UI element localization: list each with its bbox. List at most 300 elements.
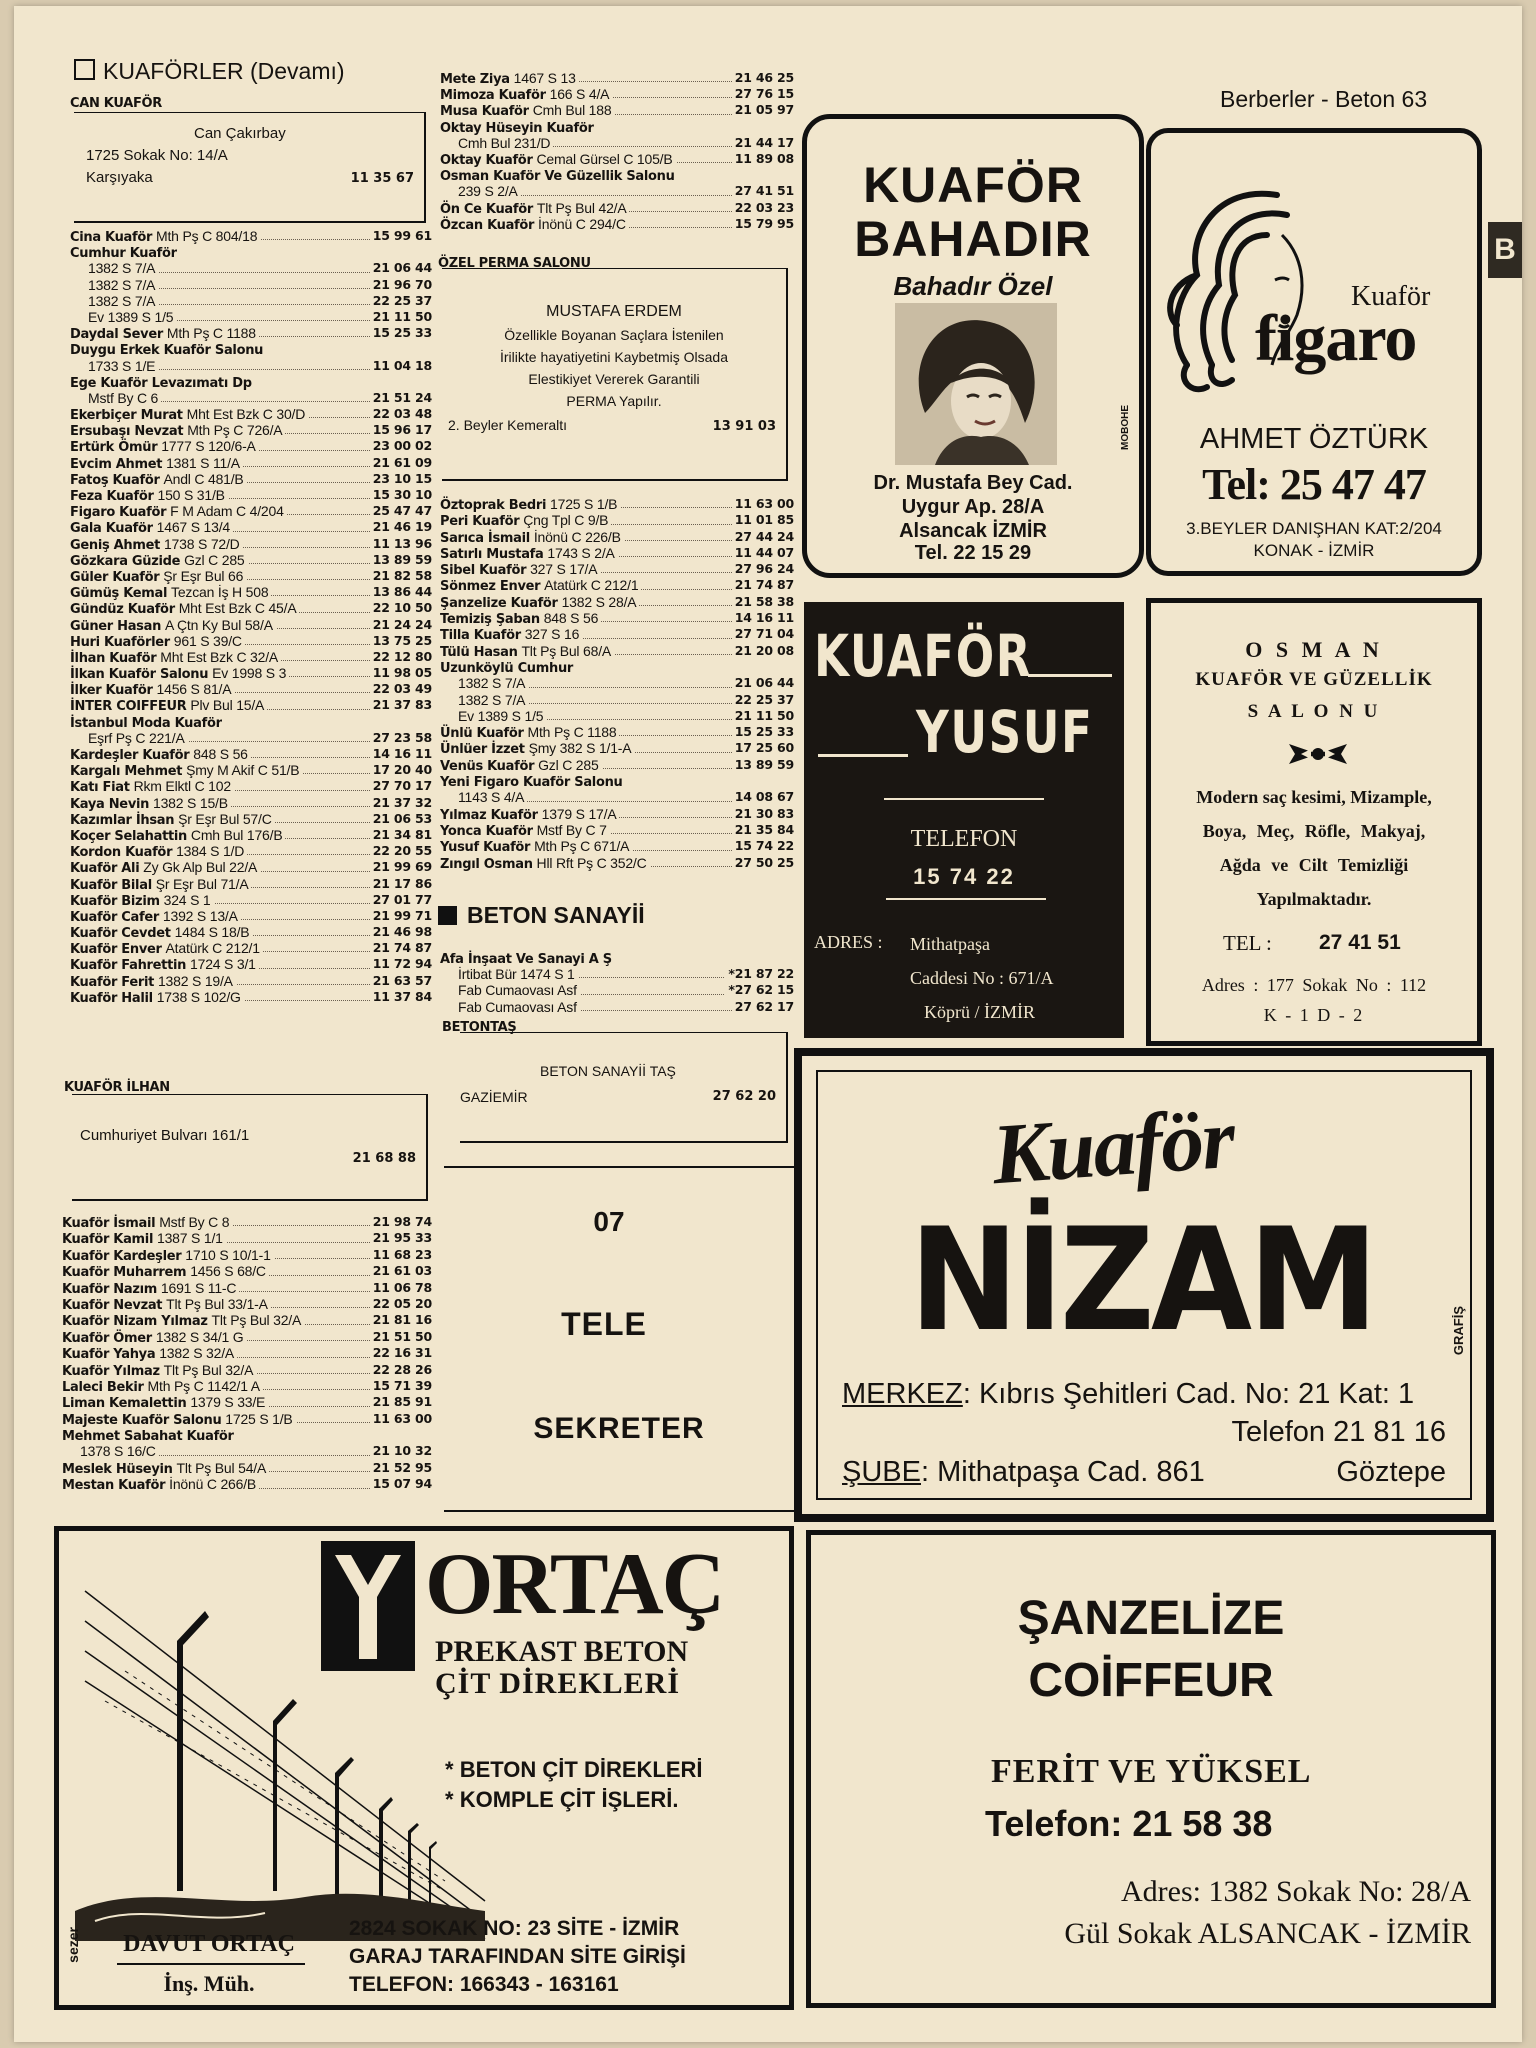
ortac-person-rule [117,1963,305,1965]
listing-text [70,471,247,487]
ad-kuafor-nizam [794,1048,1494,1522]
listing-name: İstanbul Moda Kuaför [70,715,222,730]
listing-address: Cmh Bul 188 [532,102,612,119]
listing-text [70,600,299,616]
listing-address: Mstf By C 7 [536,821,607,838]
listing-name: Peri Kuaför [440,514,520,529]
listing-row [440,999,794,1015]
listing-name: Mehmet Sabahat Kuaför [62,1429,234,1444]
listing-name: Kuaför Kamil [62,1232,154,1247]
kuafor-ilhan-heading: KUAFÖR İLHAN [64,1080,170,1095]
nizam-telefon: Telefon 21 81 16 [1231,1416,1446,1448]
listing-phone: 13 89 59 [370,552,432,568]
listing-row [62,1460,432,1476]
section-title-beton: BETON SANAYİİ [438,902,645,929]
listing-name: Majeste Kuaför Salonu [62,1412,222,1428]
ortac-person-title: İnş. Müh. [163,1971,255,1996]
listing-row [62,1394,432,1410]
listing-address: 848 S 56 [193,746,248,762]
listing-name: Laleci Bekir [62,1379,144,1395]
listing-address: 1382 S 34/1 G [155,1328,244,1345]
listing-phone: 14 16 11 [732,610,794,626]
listing-phone: 27 70 17 [370,778,432,794]
listing-row [70,665,432,681]
perma-box [442,268,788,481]
listing-text [440,594,639,610]
listing-address: 1484 S 18/B [174,924,250,941]
listing-name: Fatoş Kuaför [70,472,160,487]
listing-text [70,293,158,309]
nizam-side-credit: GRAFİŞ [1451,1306,1466,1356]
listing-address: 1456 S 81/A [156,681,232,698]
listing-phone: 22 03 48 [370,406,432,422]
ad-sanzelize-coiffeur [806,1530,1496,2008]
listing-phone: 22 25 37 [732,692,794,708]
listing-name: Ekerbiçer Murat [70,408,183,423]
listing-name: Mimoza Kuaför [440,88,546,103]
listing-phone: 13 86 44 [370,584,432,600]
listing-row [70,876,432,892]
listing-phone: 21 99 71 [370,908,432,924]
listing-row [440,512,794,528]
listing-address: İnönü C 294/C [538,215,626,232]
listing-name: Kuaför Nazım [62,1281,158,1296]
listing-row [440,773,794,789]
tele-ad-word2: SEKRETER [533,1412,705,1445]
listing-phone: 15 99 61 [370,228,432,244]
listing-row [70,892,432,908]
listing-row [70,455,432,471]
listing-phone: 21 34 81 [370,827,432,843]
listing-name: Oktay Hüseyin Kuaför [440,120,594,135]
listing-address: Fab Cumaovası Asf [458,982,577,999]
listing-address: 1382 S 7/A [88,260,156,277]
listing-phone: 23 10 15 [370,471,432,487]
listing-row [440,724,794,740]
listing-name: Osman Kuaför Ve Güzellik Salonu [440,169,675,184]
listing-name: Uzunköylü Cumhur [440,660,574,676]
listing-phone: 21 96 70 [370,277,432,293]
listing-text [440,135,553,151]
bahadir-title-2: BAHADIR [854,211,1092,267]
listing-text [440,966,578,982]
listing-row [70,989,432,1005]
bahadir-addr-1: Dr. Mustafa Bey Cad. [873,472,1073,494]
listing-address: 327 S 16 [524,626,580,643]
listing-text [62,1214,232,1230]
listing-name: Kuaför Nevzat [62,1297,163,1313]
listing-name: Kaya Nevin [70,796,150,811]
yusuf-title-2: YUSUF [916,698,1094,766]
listing-text [440,806,619,822]
listing-phone: 21 10 32 [370,1443,432,1459]
listing-text [440,708,546,724]
osman-desc-2: Boya, Meç, Röfle, Makyaj, [1202,821,1426,841]
listing-name: Feza Kuaför [70,489,154,504]
listing-address: 1384 S 1/D [176,843,245,860]
listing-address: 1467 S 13 [513,70,576,86]
listing-address: Tlt Pş Bul 42/A [536,199,627,216]
listing-text [70,697,267,713]
yusuf-addr-3: Köprü / İZMİR [924,1002,1035,1022]
listing-phone: 21 85 91 [370,1394,432,1410]
perma-line-1: Özellikle Boyanan Saçlara İstenilen [504,327,724,343]
listing-name: Yeni Figaro Kuaför Salonu [440,775,623,790]
listing-address: Şr Eşr Bul 71/A [155,875,249,892]
can-kuafor-heading: CAN KUAFÖR [70,96,163,111]
listing-text [440,822,610,838]
listing-name: Kuaför Muharrem [62,1265,187,1280]
listing-phone: 21 99 69 [370,859,432,875]
listing-row [70,260,432,276]
listing-name: Kuaför Yılmaz [62,1363,160,1378]
listing-text [70,811,275,827]
listing-address: 1381 S 11/A [166,454,240,471]
listing-row [70,681,432,697]
listing-text [70,584,271,600]
listing-text [70,374,255,390]
listing-name: Evcim Ahmet [70,456,163,471]
listing-text [62,1296,271,1312]
betontas-box [460,1032,788,1143]
listing-name: İNTER COIFFEUR [70,699,187,714]
perma-line-2: İrilikte hayatiyetini Kaybetmiş Olsada [500,349,728,365]
listing-address: 1382 S 19/A [157,972,233,989]
listing-name: Cina Kuaför [70,230,153,245]
asterisk-bullet-icon: * [445,1757,460,1782]
listing-row [70,649,432,665]
listing-phone: 21 24 24 [370,617,432,633]
listing-text [440,757,602,773]
listing-name: Ege Kuaför Levazımatı Dp [70,375,252,390]
listing-name: Gözkara Güzide [70,553,181,568]
bahadir-subtitle: Bahadır Özel [893,271,1053,301]
listing-address: İrtibat Bür 1474 S 1 [458,966,575,983]
listing-name: Mestan Kuaför [62,1478,166,1493]
listing-row [70,859,432,875]
listing-row [440,529,794,545]
listing-name: Duygu Erkek Kuaför Salonu [70,343,264,358]
listing-phone: 14 08 67 [732,789,794,805]
listing-row [440,692,794,708]
betontas-heading: BETONTAŞ [442,1020,517,1035]
listing-address: Şr Eşr Bul 66 [163,567,244,584]
listing-phone: 21 06 53 [370,811,432,827]
listing-phone: 21 44 17 [732,135,794,151]
ortac-brand: ORTAÇ [425,1536,724,1633]
listing-text [440,529,624,545]
listing-text [70,277,158,293]
listing-address: Mstf By C 8 [159,1214,230,1230]
listing-text [70,762,302,778]
listing-row [440,757,794,773]
listing-name: Güler Kuaför [70,569,160,585]
listing-address: Tezcan İş H 508 [171,584,269,601]
listing-name: Venüs Kuaför [440,758,535,774]
listing-address: Cmh Bul 176/B [190,826,283,843]
listing-text [70,568,246,584]
listing-address: Ev 1998 S 3 [212,665,287,682]
listing-row [440,86,794,102]
bahadir-side-credit: MOBOHE [1120,405,1131,450]
listing-row [70,438,432,454]
bahadir-addr-3: Alsancak İZMİR [899,520,1047,542]
listing-row [70,697,432,713]
listing-name: Kuaför Nizam Yılmaz [62,1314,208,1329]
osman-tel-label: TEL : [1223,931,1272,955]
listing-row [70,293,432,309]
listing-row [70,536,432,552]
listing-text [70,795,231,811]
listing-address: Mth Pş C 1142/1 A [147,1377,260,1394]
listing-name: Koçer Selahattin [70,828,188,844]
listing-address: Hll Rft Pş C 352/C [536,854,647,871]
nizam-sube-addr: : Mithatpaşa Cad. 861 [920,1456,1205,1488]
listing-name: Kuaför Yahya [62,1347,156,1362]
listing-text [70,714,225,730]
yusuf-divider [884,798,1044,800]
listing-phone: 15 25 33 [370,325,432,341]
listing-row [440,594,794,610]
listing-row [440,643,794,659]
listing-address: Ev 1389 S 1/5 [88,308,174,325]
listing-name: Oktay Kuaför [440,152,533,168]
listing-name: İlhan Kuaför [70,650,157,666]
listing-address: 1382 S 15/B [153,794,228,811]
listing-row [70,552,432,568]
listing-phone: 11 01 85 [732,512,794,528]
listing-row [70,956,432,972]
listing-phone: 11 63 00 [732,496,794,512]
listing-text [440,838,632,854]
yusuf-addr-label: ADRES : [814,932,883,952]
perma-addr: 2. Beyler Kemeraltı [448,417,568,433]
listing-text [70,956,259,972]
figaro-owner: AHMET ÖZTÜRK [1199,423,1429,455]
yusuf-tel: 15 74 22 [913,864,1015,889]
listing-name: Kuaför Cafer [70,909,159,925]
listing-address: 1382 S 28/A [561,593,637,610]
listing-phone: 21 11 50 [370,309,432,325]
listing-address: 1379 S 17/A [541,805,617,822]
listing-text [440,151,676,167]
listing-name: Şanzelize Kuaför [440,595,558,611]
osman-desc-1: Modern saç kesimi, Mizample, [1196,787,1432,807]
osman-line-2: KUAFÖR VE GÜZELLİK [1195,669,1433,690]
listing-phone: 22 05 20 [370,1296,432,1312]
yusuf-title-1: KUAFÖR [814,622,1033,690]
listing-address: Mth Pş C 1188 [527,724,617,741]
listing-text [70,552,248,568]
tele-ad-top-rule [444,1166,794,1168]
listing-row [70,600,432,616]
listing-phone: 14 16 11 [370,746,432,762]
sanzelize-line-3: FERİT VE YÜKSEL [991,1753,1312,1790]
listing-address: 1382 S 32/A [159,1345,235,1362]
sanzelize-line-2: COİFFEUR [1028,1654,1274,1707]
listing-row [440,545,794,561]
listing-name: Daydal Sever [70,327,163,342]
listing-text [440,724,619,740]
listing-phone: 21 17 86 [370,876,432,892]
ortac-addr-2: GARAJ TARAFINDAN SİTE GİRİŞİ [349,1945,686,1968]
ad-kuafor-figaro [1146,128,1482,576]
ortac-addr-1: 2824 SOKAK NO: 23 SİTE - İZMİR [349,1917,680,1940]
listing-text [70,422,285,438]
listing-text [70,487,228,503]
listing-name: İlkan Kuaför Salonu [70,667,209,682]
listing-text [70,827,285,843]
listing-phone: 21 46 25 [732,70,794,86]
thumb-index-tab: B [1488,222,1522,278]
listing-address: 961 S 39/C [173,632,242,649]
listing-address: 1733 S 1/E [88,357,156,374]
listing-text [70,309,176,325]
listing-text [70,859,260,875]
listing-row [70,358,432,374]
listing-row [70,406,432,422]
listing-address: 1382 S 7/A [458,691,526,708]
listing-phone: 27 76 15 [732,86,794,102]
yusuf-rule-2 [818,754,908,757]
listing-text [70,924,252,940]
listing-text [62,1230,226,1246]
listing-address: Mht Est Bzk C 30/D [186,406,306,423]
listing-row [70,341,432,357]
listing-phone: 27 41 51 [732,183,794,199]
listing-name: Gündüz Kuaför [70,602,175,617]
listing-text [440,659,576,675]
listing-text [440,545,618,561]
listing-text [70,973,236,989]
listing-address: 150 S 31/B [157,487,225,503]
listing-row [70,714,432,730]
figaro-addr-2: KONAK - İZMİR [1253,541,1375,560]
listing-text [440,86,612,102]
listing-text [70,876,251,892]
listing-name: Özcan Kuaför [440,217,535,232]
listing-name: Kuaför Ali [70,861,140,876]
listing-row [440,151,794,167]
betontas-addr: GAZİEMİR [460,1089,528,1105]
osman-line-1: O S M A N [1245,637,1383,662]
listing-phone: 22 25 37 [370,293,432,309]
listing-text [440,999,580,1015]
kuafor-ilhan-phone: 21 68 88 [352,1151,416,1166]
listing-name: Geniş Ahmet [70,537,161,552]
nizam-merkez-line [842,1378,1414,1411]
listing-text [62,1280,239,1296]
listing-row [440,855,794,871]
listing-name: Ertürk Ömür [70,440,158,455]
listing-row [440,183,794,199]
listing-text [440,102,614,118]
listing-phone: 11 44 07 [732,545,794,561]
listing-phone: 21 58 38 [732,594,794,610]
listing-address: Tlt Pş Bul 32/A [163,1361,254,1378]
listing-row [440,659,794,675]
listing-text [70,843,247,859]
listing-text [440,183,521,199]
listing-address: Mth Pş C 1188 [166,325,256,342]
listing-phone: 21 51 24 [370,390,432,406]
listing-text [70,940,263,956]
listing-text [62,1312,304,1328]
listing-phone: 21 52 95 [370,1460,432,1476]
perma-name: MUSTAFA ERDEM [546,303,682,320]
listing-name: Gala Kuaför [70,521,153,536]
listing-text [70,633,245,649]
listing-name: Kuaför Kardeşler [62,1248,182,1264]
listing-name: Kuaför Fahrettin [70,958,187,973]
ad-kuafor-bahadir [802,114,1144,578]
listing-phone: 27 01 77 [370,892,432,908]
ortac-logo-icon [321,1541,415,1671]
listing-text [62,1329,247,1345]
listing-text [440,626,582,642]
listing-text [70,681,234,697]
ad-kuafor-yusuf [804,602,1124,1038]
listing-row [62,1263,432,1279]
listing-name: Ünlüer İzzet [440,742,525,757]
listing-phone: 21 74 87 [732,577,794,593]
listing-address: Mth Pş C 804/18 [156,228,258,244]
listing-name: Kuaför Enver [70,942,162,957]
ortac-person: DAVUT ORTAÇ [123,1931,295,1957]
square-bullet-icon [74,59,95,80]
listing-row [70,390,432,406]
listing-address: 324 S 1 [163,891,211,908]
listing-address: Tlt Pş Bul 32/A [211,1312,302,1329]
listing-name: Kuaför Bizim [70,893,160,908]
listing-phone: 11 63 00 [370,1411,432,1427]
listing-phone: 27 96 24 [732,561,794,577]
listing-phone: 21 37 83 [370,697,432,713]
perma-heading: ÖZEL PERMA SALONU [438,256,591,271]
listing-address: Ev 1389 S 1/5 [458,707,544,724]
listing-name: Huri Kuaförler [70,634,170,649]
listing-text [70,519,233,535]
listing-phone: 21 06 44 [370,260,432,276]
listing-address: 1387 S 1/1 [157,1230,223,1247]
listing-text [70,778,234,794]
listing-phone: 11 06 78 [370,1280,432,1296]
listing-text [70,989,244,1005]
listing-name: Ersubaşı Nevzat [70,424,184,439]
listing-row [62,1345,432,1361]
tele-ad-code: 07 [593,1206,625,1237]
listing-address: Mth Pş C 726/A [187,422,283,439]
listing-address: Atatürk C 212/1 [544,577,639,594]
listing-text [62,1362,256,1378]
listing-address: Şr Eşr Bul 57/C [178,810,272,827]
listing-row [440,982,794,998]
listing-text [70,455,243,471]
listing-row [440,200,794,216]
listing-address: Zy Gk Alp Bul 22/A [143,859,258,876]
listing-text [62,1460,269,1476]
listing-name: Kardeşler Kuaför [70,748,190,763]
listing-phone: 21 81 16 [370,1312,432,1328]
listing-row [440,216,794,232]
listing-address: 1382 S 7/A [458,675,526,692]
listing-row [440,626,794,642]
listing-beton [440,950,794,1015]
nizam-script: Kuaför [988,1089,1237,1203]
figaro-addr-1: 3.BEYLER DANIŞHAN KAT:2/204 [1186,519,1442,538]
listing-text [62,1411,296,1427]
listing-address: Mht Est Bzk C 32/A [160,648,279,665]
